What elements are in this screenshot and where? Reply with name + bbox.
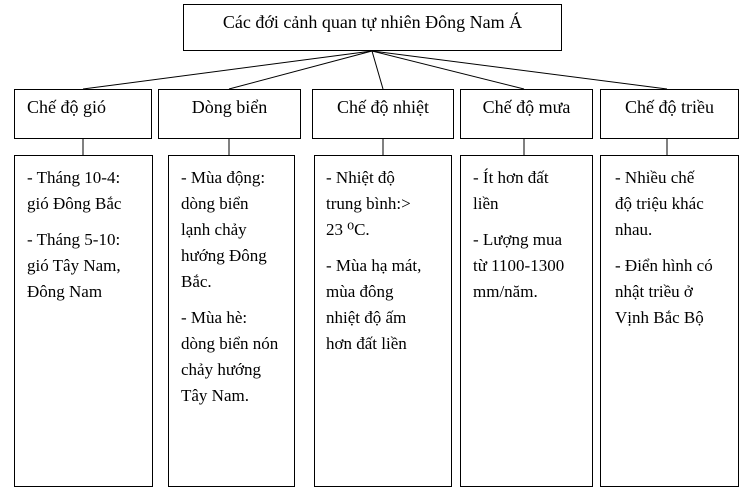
connector-root-1 [83, 51, 372, 89]
category-box-tides [600, 89, 739, 139]
connector-root-5 [372, 51, 667, 89]
category-box-currents [158, 89, 301, 139]
category-label: Chế độ gió [27, 97, 106, 117]
connector-root-2 [229, 51, 372, 89]
title-text: Các đới cảnh quan tự nhiên Đông Nam Á [222, 12, 523, 32]
detail-item: - Điển hình có nhật triều ở Vịnh Bắc Bộ [615, 256, 713, 327]
diagram-title [183, 4, 562, 51]
detail-box-temperature [314, 155, 452, 487]
category-label: Chế độ mưa [482, 97, 571, 117]
connector-root-3 [372, 51, 383, 89]
detail-box-rainfall [460, 155, 593, 487]
detail-item: - Tháng 5-10: gió Tây Nam, Đông Nam [27, 230, 121, 301]
detail-box-tides [600, 155, 739, 487]
connector-root-4 [372, 51, 524, 89]
category-box-temperature [312, 89, 454, 139]
category-label: Chế độ triều [625, 97, 714, 117]
detail-item: - Lượng mua từ 1100-1300 mm/năm. [473, 230, 565, 301]
detail-item: - Ít hơn đất liền [473, 168, 549, 213]
category-label: Dòng biển [191, 97, 268, 117]
detail-item: - Mùa động: dòng biển lạnh chảy hướng Đông Bắc. [181, 168, 267, 291]
detail-box-currents [168, 155, 295, 487]
detail-item: - Nhiều chế độ triệu khác nhau. [615, 168, 704, 239]
category-box-wind [14, 89, 152, 139]
category-box-rainfall [460, 89, 593, 139]
category-label: Chế độ nhiệt [337, 97, 429, 117]
detail-item: - Tháng 10-4: gió Đông Bắc [27, 168, 122, 213]
detail-item: - Mùa hạ mát, mùa đông nhiệt độ ấm hơn đất liền [326, 256, 422, 353]
detail-item: - Nhiệt độ trung bình:> 23 ⁰C. [326, 168, 411, 239]
detail-item: - Mùa hè: dòng biển nón chảy hướng Tây Nam. [181, 308, 279, 405]
detail-box-wind [14, 155, 153, 487]
